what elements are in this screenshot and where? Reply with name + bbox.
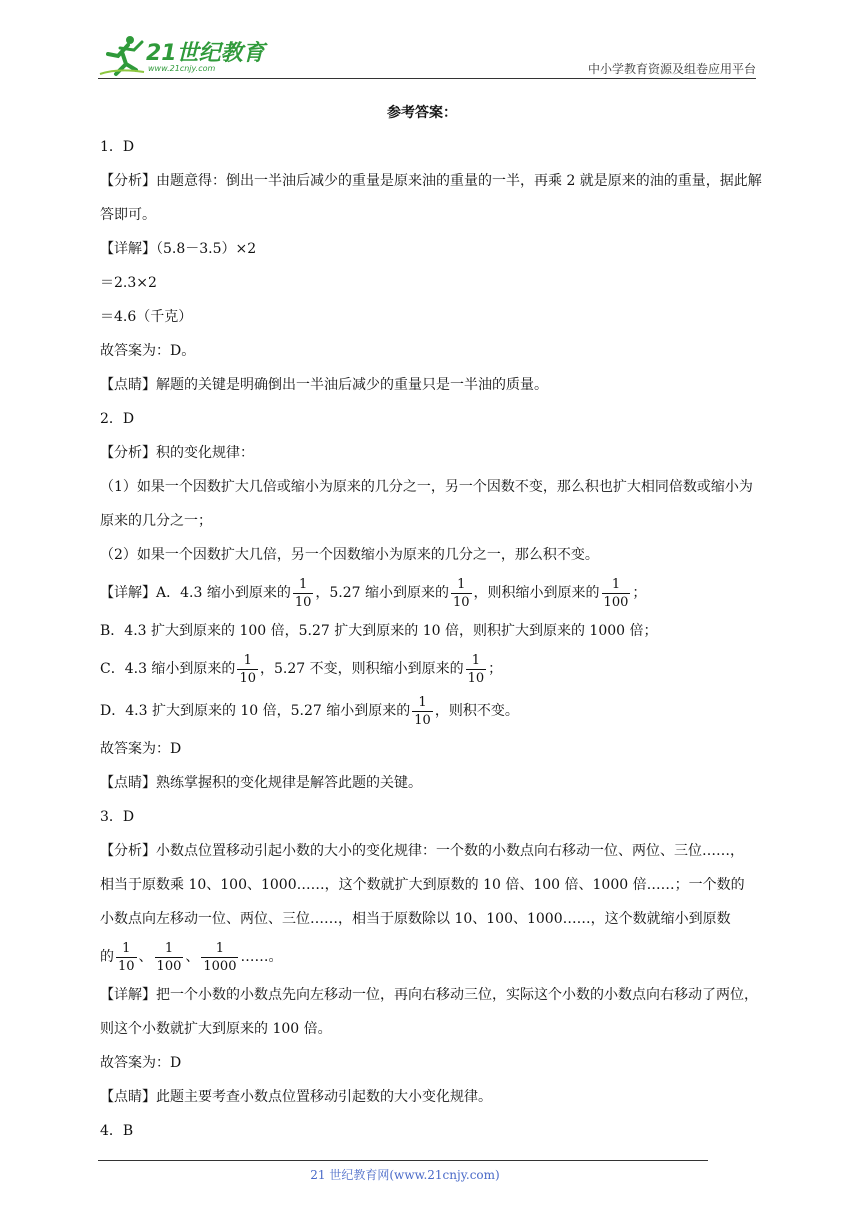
q3-a4-sep-2: 、 <box>185 949 200 965</box>
q3-a4-sep-1: 、 <box>138 949 153 965</box>
q1-analysis: 【分析】由题意得：倒出一半油后减少的重量是原来油的重量的一半，再乘 2 就是原来的油的重量，据此解答即可。 <box>100 173 762 223</box>
q3-analysis-3: 小数点向左移动一位、两位、三位……，相当于原数除以 10、100、1000……，这个数就缩小到原数 <box>100 911 731 927</box>
q2-a-text-1: 【详解】A．4.3 缩小到原来的 <box>100 585 291 601</box>
q3-a4-text-2: ……。 <box>240 949 283 965</box>
page-header <box>98 28 756 80</box>
header-divider <box>98 78 756 79</box>
q2-rule-1: （1）如果一个因数扩大几倍或缩小为原来的几分之一，另一个因数不变，那么积也扩大相同倍数或缩小为原来的几分之一； <box>100 479 753 529</box>
logo-url: www.21cnjy.com <box>148 64 216 73</box>
site-logo[interactable] <box>98 34 268 78</box>
header-tagline: 中小学教育资源及组卷应用平台 <box>587 62 756 76</box>
q2-d-text-1: D．4.3 扩大到原来的 10 倍，5.27 缩小到原来的 <box>100 703 411 719</box>
fraction-denominator: 10 <box>467 670 485 686</box>
fraction-denominator: 100 <box>156 958 182 974</box>
fraction-denominator: 10 <box>414 712 431 728</box>
q3-comment: 【点睛】此题主要考查小数点位置移动引起数的大小变化规律。 <box>100 1089 492 1105</box>
q3-conclusion: 故答案为：D <box>100 1055 182 1071</box>
fraction-numerator: 1 <box>293 578 314 594</box>
q1-detail-3: ＝4.6（千克） <box>100 309 193 325</box>
footer-divider <box>98 1160 708 1161</box>
q2-detail-a <box>100 572 764 614</box>
q3-analysis-2: 相当于原数乘 10、100、1000……，这个数就扩大到原数的 10 倍、100 倍、1000 倍……；一个数的 <box>100 877 745 893</box>
q2-rule-2: （2）如果一个因数扩大几倍，另一个因数缩小为原来的几分之一，那么积不变。 <box>100 547 599 563</box>
q1-detail-1: 【详解】（5.8－3.5）×2 <box>100 241 257 257</box>
q2-comment: 【点睛】熟练掌握积的变化规律是解答此题的关键。 <box>100 775 422 791</box>
fraction-numerator: 1 <box>116 942 137 958</box>
fraction-numerator: 1 <box>155 942 184 958</box>
fraction-one-hundredth <box>155 942 184 973</box>
fraction-denominator: 10 <box>453 594 470 610</box>
q2-a-text-3: ，则积缩小到原来的 <box>473 585 600 601</box>
q2-a-text-4: ； <box>632 585 647 601</box>
fraction-numerator: 1 <box>237 654 258 670</box>
q1-conclusion: 故答案为：D。 <box>100 343 196 359</box>
fraction-numerator: 1 <box>602 578 631 594</box>
q3-analysis-4 <box>100 936 764 978</box>
q3-answer: 3．D <box>100 809 135 825</box>
q2-c-text-1: C．4.3 缩小到原来的 <box>100 661 236 677</box>
fraction-one-thousandth <box>201 942 238 973</box>
q4-answer: 4．B <box>100 1123 134 1139</box>
fraction-one-tenth <box>466 654 487 685</box>
q3-a4-text-1: 的 <box>100 949 114 965</box>
q2-answer: 2．D <box>100 411 135 427</box>
logo-text: 21世纪教育 <box>146 41 265 66</box>
q3-analysis-1: 【分析】小数点位置移动引起小数的大小的变化规律：一个数的小数点向右移动一位、两位、三位……， <box>100 843 744 859</box>
fraction-numerator: 1 <box>412 696 433 712</box>
fraction-numerator: 1 <box>451 578 472 594</box>
q1-comment: 【点睛】解题的关键是明确倒出一半油后减少的重量只是一半油的质量。 <box>100 377 548 393</box>
fraction-one-tenth <box>293 578 314 609</box>
fraction-numerator: 1 <box>201 942 238 958</box>
page-title: 参考答案： <box>387 105 457 121</box>
q2-detail-c <box>100 648 764 690</box>
q3-detail: 【详解】把一个小数的小数点先向左移动一位，再向右移动三位，实际这个小数的小数点向右移动了两位，则这个小数就扩大到原来的 100 倍。 <box>100 987 758 1037</box>
fraction-denominator: 10 <box>239 670 256 686</box>
q1-detail-2: ＝2.3×2 <box>100 275 157 291</box>
q2-c-text-2: ，5.27 不变，则积缩小到原来的 <box>259 661 464 677</box>
fraction-numerator: 1 <box>466 654 487 670</box>
q2-a-text-2: ，5.27 缩小到原来的 <box>315 585 449 601</box>
fraction-denominator: 1000 <box>203 958 237 974</box>
q2-c-text-3: ； <box>488 661 503 677</box>
fraction-one-hundredth <box>602 578 631 609</box>
q2-detail-d <box>100 690 764 732</box>
q2-detail-b: B．4.3 扩大到原来的 100 倍，5.27 扩大到原来的 10 倍，则积扩大到原来的 1000 倍； <box>100 623 658 639</box>
q2-d-text-2: ，则积不变。 <box>434 703 519 719</box>
fraction-one-tenth <box>116 942 137 973</box>
fraction-one-tenth <box>237 654 258 685</box>
fraction-denominator: 100 <box>603 594 629 610</box>
running-figure-icon <box>98 34 146 78</box>
fraction-denominator: 10 <box>294 594 312 610</box>
q2-analysis: 【分析】积的变化规律： <box>100 445 254 461</box>
page-footer[interactable]: 21 世纪教育网(www.21cnjy.com) <box>310 1168 500 1182</box>
q2-conclusion: 故答案为：D <box>100 741 182 757</box>
fraction-one-tenth <box>451 578 472 609</box>
fraction-denominator: 10 <box>118 958 135 974</box>
fraction-one-tenth <box>412 696 433 727</box>
answer-content <box>100 96 764 1148</box>
q1-answer: 1．D <box>100 139 135 155</box>
